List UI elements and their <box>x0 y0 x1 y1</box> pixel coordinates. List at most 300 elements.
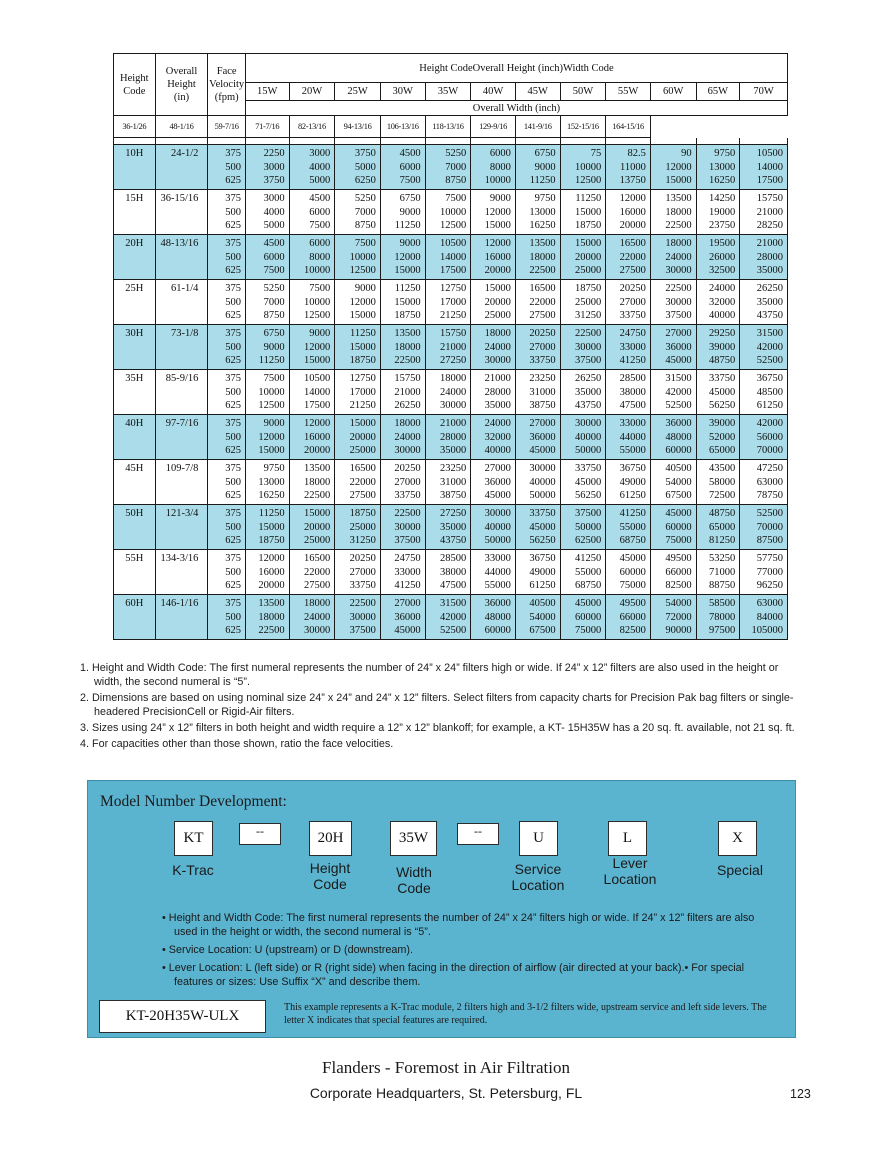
velocity-value: 500 <box>225 341 241 353</box>
table-row <box>114 145 788 190</box>
capacity-value: 7000 <box>354 206 376 218</box>
capacity-value: 10000 <box>304 296 331 308</box>
capacity-cell <box>425 460 471 505</box>
capacity-value: 20250 <box>394 463 421 474</box>
capacity-cell <box>289 550 335 595</box>
capacity-value: 10000 <box>258 386 285 398</box>
capacity-value: 9000 <box>263 418 285 429</box>
velocity-value: 500 <box>225 251 241 263</box>
height-code-header: Height Code <box>114 54 156 116</box>
capacity-cell <box>380 280 425 325</box>
capacity-value: 75000 <box>574 625 602 636</box>
capacity-value: 23750 <box>708 220 736 231</box>
capacity-value: 40500 <box>665 463 692 474</box>
face-velocity-cell <box>208 190 246 235</box>
capacity-value: 17000 <box>440 296 467 308</box>
overall-height-cell: 48-13/16 <box>155 235 208 280</box>
label-height-code: Height Code <box>309 860 351 892</box>
capacity-value: 35000 <box>574 386 602 398</box>
capacity-value: 10500 <box>440 238 467 249</box>
capacity-value: 2250 <box>263 148 285 159</box>
capacity-value: 13750 <box>619 175 646 186</box>
capacity-cell <box>515 595 560 640</box>
capacity-value: 3750 <box>263 175 285 186</box>
capacity-cell <box>335 325 381 370</box>
capacity-value: 27000 <box>619 296 646 308</box>
capacity-cell <box>245 595 289 640</box>
capacity-value: 9000 <box>399 206 421 218</box>
capacity-cell <box>425 280 471 325</box>
velocity-value: 375 <box>225 598 241 609</box>
capacity-value: 5250 <box>445 148 467 159</box>
capacity-value: 49000 <box>529 566 556 578</box>
capacity-value: 63000 <box>756 598 783 609</box>
capacity-value: 36000 <box>529 431 556 443</box>
capacity-value: 22500 <box>574 328 602 339</box>
velocity-value: 375 <box>225 193 241 204</box>
capacity-value: 56250 <box>708 400 736 411</box>
capacity-value: 41250 <box>619 355 646 366</box>
capacity-cell <box>740 505 788 550</box>
table-spacer <box>696 138 740 145</box>
capacity-cell <box>515 415 560 460</box>
capacity-value: 15000 <box>258 445 285 456</box>
capacity-cell <box>606 460 651 505</box>
capacity-value: 56250 <box>574 490 602 501</box>
capacity-value: 12000 <box>304 418 331 429</box>
velocity-value: 375 <box>225 553 241 564</box>
face-velocity-cell <box>208 505 246 550</box>
velocity-value: 625 <box>225 265 241 276</box>
capacity-value: 33000 <box>484 553 511 564</box>
code-box-special: X <box>718 821 757 856</box>
capacity-value: 45000 <box>665 355 692 366</box>
capacity-value: 16250 <box>708 175 736 186</box>
capacity-value: 10000 <box>304 265 331 276</box>
capacity-value: 24000 <box>484 341 511 353</box>
capacity-value: 82.5 <box>627 148 646 159</box>
height-code-cell: 55H <box>114 550 156 595</box>
capacity-value: 20000 <box>304 521 331 533</box>
capacity-value: 20000 <box>619 220 646 231</box>
capacity-value: 9000 <box>534 161 556 173</box>
capacity-cell <box>740 595 788 640</box>
capacity-cell <box>425 235 471 280</box>
capacity-cell <box>560 280 606 325</box>
capacity-value: 62500 <box>574 535 602 546</box>
code-separator: -- <box>457 823 499 845</box>
velocity-value: 500 <box>225 431 241 443</box>
face-velocity-cell <box>208 280 246 325</box>
capacity-value: 24750 <box>619 328 646 339</box>
capacity-value: 12500 <box>349 265 376 276</box>
height-code-cell: 35H <box>114 370 156 415</box>
capacity-value: 31250 <box>574 310 602 321</box>
velocity-value: 500 <box>225 476 241 488</box>
width-inch-header: 59-7/16 <box>208 116 246 138</box>
capacity-value: 31000 <box>440 476 467 488</box>
capacity-value: 4500 <box>399 148 421 159</box>
capacity-value: 11250 <box>350 328 376 339</box>
capacity-cell <box>740 235 788 280</box>
overall-height-cell: 109-7/8 <box>155 460 208 505</box>
bullet-item: • Lever Location: L (left side) or R (right side) when facing in the direction of airflow (air directed at your back).• For special features or sizes: Use Suffix “X” and describe them. <box>162 962 745 988</box>
capacity-value: 30000 <box>394 521 421 533</box>
capacity-value: 15750 <box>756 193 783 204</box>
width-inch-header: 36-1/26 <box>114 116 156 138</box>
capacity-value: 10000 <box>574 161 602 173</box>
velocity-value: 500 <box>225 386 241 398</box>
capacity-value: 25000 <box>574 265 602 276</box>
table-row <box>114 235 788 280</box>
capacity-cell <box>289 235 335 280</box>
capacity-value: 70000 <box>756 445 783 456</box>
capacity-cell <box>606 280 651 325</box>
capacity-value: 27250 <box>440 508 467 519</box>
capacity-cell <box>650 595 696 640</box>
capacity-value: 65000 <box>708 521 736 533</box>
width-inch-header: 106-13/16 <box>380 116 425 138</box>
capacity-value: 49500 <box>665 553 692 564</box>
capacity-value: 12500 <box>304 310 331 321</box>
capacity-value: 15000 <box>394 265 421 276</box>
capacity-cell <box>289 325 335 370</box>
capacity-value: 42000 <box>756 341 783 353</box>
width-inch-header: 71-7/16 <box>245 116 289 138</box>
capacity-value: 44000 <box>484 566 511 578</box>
capacity-value: 54000 <box>665 476 692 488</box>
velocity-value: 500 <box>225 566 241 578</box>
capacity-value: 87500 <box>756 535 783 546</box>
width-code-header: 30W <box>380 83 425 101</box>
capacity-value: 8750 <box>445 175 467 186</box>
capacity-value: 13500 <box>665 193 692 204</box>
capacity-value: 36000 <box>665 418 692 429</box>
capacity-value: 40000 <box>574 431 602 443</box>
capacity-cell <box>425 190 471 235</box>
capacity-value: 57750 <box>756 553 783 564</box>
capacity-cell <box>650 190 696 235</box>
code-box-height: 20H <box>309 821 352 856</box>
capacity-value: 12500 <box>258 400 285 411</box>
capacity-value: 33750 <box>619 310 646 321</box>
capacity-value: 36000 <box>484 598 511 609</box>
capacity-value: 39000 <box>708 341 736 353</box>
capacity-cell <box>380 460 425 505</box>
capacity-value: 5000 <box>263 220 285 231</box>
capacity-value: 22000 <box>349 476 376 488</box>
velocity-value: 375 <box>225 283 241 294</box>
capacity-value: 13000 <box>529 206 556 218</box>
capacity-value: 14000 <box>304 386 331 398</box>
width-code-header: 15W <box>245 83 289 101</box>
capacity-value: 50000 <box>574 445 602 456</box>
capacity-value: 38750 <box>440 490 467 501</box>
table-spacer <box>155 138 208 145</box>
velocity-value: 375 <box>225 463 241 474</box>
velocity-value: 500 <box>225 161 241 173</box>
capacity-value: 35000 <box>756 296 783 308</box>
capacity-cell <box>425 370 471 415</box>
capacity-value: 61250 <box>756 400 783 411</box>
capacity-value: 26250 <box>574 373 602 384</box>
capacity-value: 45000 <box>394 625 421 636</box>
table-spacer <box>425 138 471 145</box>
velocity-value: 625 <box>225 490 241 501</box>
capacity-cell <box>471 460 516 505</box>
capacity-value: 27000 <box>529 418 556 429</box>
table-top-title: Height CodeOverall Height (inch)Width Code <box>245 54 787 83</box>
code-box-service: U <box>519 821 558 856</box>
capacity-cell <box>471 235 516 280</box>
velocity-value: 500 <box>225 206 241 218</box>
capacity-cell <box>560 370 606 415</box>
overall-height-cell: 146-1/16 <box>155 595 208 640</box>
velocity-value: 625 <box>225 310 241 321</box>
capacity-value: 90000 <box>665 625 692 636</box>
table-spacer <box>650 138 696 145</box>
capacity-table <box>113 53 788 640</box>
capacity-value: 10000 <box>349 251 376 263</box>
capacity-value: 35000 <box>756 265 783 276</box>
capacity-value: 16000 <box>619 206 646 218</box>
capacity-value: 30000 <box>574 418 602 429</box>
capacity-value: 45000 <box>529 445 556 456</box>
capacity-cell <box>560 235 606 280</box>
capacity-cell <box>560 595 606 640</box>
capacity-value: 17500 <box>756 175 783 186</box>
capacity-value: 7500 <box>309 283 331 294</box>
table-row <box>114 280 788 325</box>
capacity-cell <box>560 145 606 190</box>
example-description: This example represents a K-Trac module, 2 filters high and 3-1/2 filters wide, upstream service and left side levers. The letter X indicates that special features are required. <box>284 1002 767 1026</box>
code-box-lever: L <box>608 821 647 856</box>
capacity-cell <box>515 235 560 280</box>
capacity-cell <box>740 280 788 325</box>
capacity-value: 20000 <box>349 431 376 443</box>
label-ktrac: K-Trac <box>172 862 214 878</box>
capacity-cell <box>289 370 335 415</box>
height-code-cell: 20H <box>114 235 156 280</box>
capacity-value: 7500 <box>263 373 285 384</box>
capacity-value: 25000 <box>349 521 376 533</box>
capacity-value: 22500 <box>304 490 331 501</box>
capacity-value: 30000 <box>304 625 331 636</box>
capacity-value: 36000 <box>484 476 511 488</box>
table-spacer <box>515 138 560 145</box>
capacity-value: 81250 <box>708 535 736 546</box>
table-row <box>114 460 788 505</box>
capacity-value: 20000 <box>258 580 285 591</box>
capacity-value: 27500 <box>349 490 376 501</box>
capacity-value: 78750 <box>756 490 783 501</box>
capacity-value: 10000 <box>440 206 467 218</box>
capacity-value: 31500 <box>665 373 692 384</box>
capacity-value: 25000 <box>304 535 331 546</box>
capacity-value: 6000 <box>489 148 511 159</box>
face-velocity-cell <box>208 550 246 595</box>
capacity-value: 7500 <box>399 175 421 186</box>
capacity-value: 7500 <box>445 193 467 204</box>
capacity-value: 14250 <box>708 193 736 204</box>
face-velocity-cell <box>208 370 246 415</box>
capacity-value: 52500 <box>756 355 783 366</box>
capacity-value: 68750 <box>619 535 646 546</box>
width-code-header: 65W <box>696 83 740 101</box>
capacity-value: 11250 <box>394 283 421 294</box>
capacity-cell <box>335 145 381 190</box>
overall-height-cell: 61-1/4 <box>155 280 208 325</box>
capacity-value: 27250 <box>440 355 467 366</box>
capacity-value: 75 <box>590 148 602 159</box>
capacity-value: 21250 <box>440 310 467 321</box>
capacity-value: 17500 <box>304 400 331 411</box>
velocity-value: 625 <box>225 175 241 186</box>
capacity-value: 21000 <box>756 238 783 249</box>
capacity-cell <box>471 145 516 190</box>
capacity-value: 43750 <box>574 400 602 411</box>
capacity-value: 52500 <box>756 508 783 519</box>
capacity-value: 9000 <box>489 193 511 204</box>
capacity-cell <box>560 190 606 235</box>
overall-height-cell: 36-15/16 <box>155 190 208 235</box>
table-row <box>114 370 788 415</box>
capacity-value: 30000 <box>484 355 511 366</box>
capacity-value: 63000 <box>756 476 783 488</box>
capacity-value: 37500 <box>574 355 602 366</box>
capacity-cell <box>380 505 425 550</box>
capacity-value: 24000 <box>708 283 736 294</box>
face-velocity-cell <box>208 460 246 505</box>
capacity-value: 28000 <box>440 431 467 443</box>
capacity-value: 88750 <box>708 580 736 591</box>
capacity-cell <box>696 325 740 370</box>
capacity-value: 23250 <box>529 373 556 384</box>
velocity-value: 375 <box>225 328 241 339</box>
width-code-header: 40W <box>471 83 516 101</box>
capacity-value: 55000 <box>574 566 602 578</box>
table-spacer <box>335 138 381 145</box>
capacity-value: 41250 <box>574 553 602 564</box>
capacity-value: 48000 <box>665 431 692 443</box>
capacity-value: 24000 <box>304 611 331 623</box>
capacity-value: 21000 <box>394 386 421 398</box>
capacity-value: 21000 <box>440 418 467 429</box>
width-inch-header: 82-13/16 <box>289 116 335 138</box>
capacity-value: 82500 <box>619 625 646 636</box>
capacity-value: 65000 <box>708 445 736 456</box>
capacity-value: 20250 <box>619 283 646 294</box>
capacity-value: 41250 <box>619 508 646 519</box>
capacity-cell <box>650 145 696 190</box>
height-code-cell: 45H <box>114 460 156 505</box>
capacity-cell <box>515 325 560 370</box>
capacity-cell <box>245 190 289 235</box>
capacity-value: 9750 <box>534 193 556 204</box>
capacity-cell <box>380 415 425 460</box>
overall-height-cell: 24-1/2 <box>155 145 208 190</box>
capacity-value: 24000 <box>484 418 511 429</box>
height-code-cell: 40H <box>114 415 156 460</box>
capacity-value: 28000 <box>484 386 511 398</box>
capacity-value: 36750 <box>756 373 783 384</box>
capacity-value: 31000 <box>529 386 556 398</box>
velocity-value: 500 <box>225 521 241 533</box>
capacity-value: 55000 <box>619 521 646 533</box>
capacity-value: 7500 <box>263 265 285 276</box>
model-bullets <box>162 911 762 993</box>
capacity-value: 16000 <box>304 431 331 443</box>
capacity-value: 52500 <box>665 400 692 411</box>
capacity-value: 72000 <box>665 611 692 623</box>
capacity-value: 11250 <box>258 508 285 519</box>
capacity-value: 22500 <box>349 598 376 609</box>
capacity-cell <box>606 145 651 190</box>
model-number-panel <box>87 780 796 1038</box>
capacity-value: 14000 <box>756 161 783 173</box>
capacity-value: 31250 <box>349 535 376 546</box>
capacity-cell <box>425 325 471 370</box>
capacity-value: 66000 <box>665 566 692 578</box>
table-spacer <box>208 138 246 145</box>
capacity-value: 10500 <box>304 373 331 384</box>
capacity-cell <box>650 415 696 460</box>
capacity-value: 32500 <box>708 265 736 276</box>
capacity-value: 18000 <box>529 251 556 263</box>
capacity-value: 97500 <box>708 625 736 636</box>
capacity-cell <box>515 505 560 550</box>
capacity-value: 15000 <box>394 296 421 308</box>
capacity-value: 17500 <box>440 265 467 276</box>
capacity-cell <box>425 145 471 190</box>
capacity-value: 45000 <box>665 508 692 519</box>
capacity-cell <box>245 280 289 325</box>
velocity-value: 375 <box>225 238 241 249</box>
capacity-value: 18750 <box>258 535 285 546</box>
table-spacer <box>245 138 289 145</box>
capacity-value: 12000 <box>484 238 511 249</box>
width-inch-header: 152-15/16 <box>560 116 606 138</box>
table-spacer <box>606 138 651 145</box>
table-row <box>114 190 788 235</box>
capacity-cell <box>380 595 425 640</box>
capacity-value: 24750 <box>394 553 421 564</box>
capacity-value: 22000 <box>304 566 331 578</box>
capacity-value: 82500 <box>665 580 692 591</box>
face-velocity-cell <box>208 595 246 640</box>
capacity-value: 75000 <box>619 580 646 591</box>
capacity-value: 21000 <box>440 341 467 353</box>
capacity-value: 45000 <box>484 490 511 501</box>
capacity-cell <box>696 235 740 280</box>
capacity-cell <box>335 235 381 280</box>
capacity-cell <box>425 415 471 460</box>
capacity-value: 96250 <box>756 580 783 591</box>
capacity-value: 13500 <box>304 463 331 474</box>
capacity-value: 21000 <box>756 206 783 218</box>
table-spacer <box>380 138 425 145</box>
capacity-cell <box>380 370 425 415</box>
capacity-value: 40500 <box>529 598 556 609</box>
velocity-value: 625 <box>225 400 241 411</box>
width-inch-header: 164-15/16 <box>606 116 651 138</box>
capacity-value: 22500 <box>394 355 421 366</box>
capacity-value: 18750 <box>574 220 602 231</box>
capacity-value: 15000 <box>574 206 602 218</box>
footnote: 3. Sizes using 24” x 12” filters in both height and width require a 12” x 12” blankoff; for example, a KT- 15H35W has a 20 sq. ft. available, not 21 sq. ft. <box>80 722 795 734</box>
label-lever-location: Lever Location <box>603 855 657 887</box>
capacity-value: 42000 <box>440 611 467 623</box>
